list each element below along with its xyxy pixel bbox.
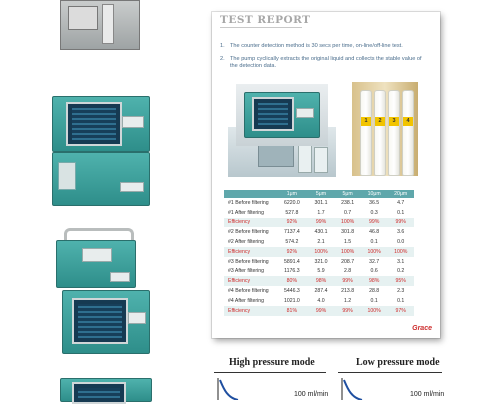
table-cell: 99% bbox=[308, 218, 335, 228]
table-cell: 4.0 bbox=[317, 297, 325, 304]
table-cell: 36.5 bbox=[369, 199, 380, 206]
table-cell: 99% bbox=[334, 306, 361, 316]
table-cell: 1.7 bbox=[317, 209, 325, 216]
table-cell: 100% bbox=[387, 247, 414, 257]
column-header bbox=[224, 190, 276, 198]
table-cell: 100% bbox=[334, 247, 361, 257]
efficiency-row bbox=[224, 306, 414, 316]
pressure-curve bbox=[344, 380, 362, 400]
column-header: 1μm bbox=[276, 190, 308, 198]
high-pressure-mode-title: High pressure mode bbox=[229, 357, 315, 368]
report-title-rule bbox=[220, 27, 302, 28]
table-cell: 321.0 bbox=[314, 258, 328, 265]
table-cell: 5.9 bbox=[317, 268, 325, 275]
table-cell: 92% bbox=[276, 247, 308, 257]
table-cell: 98% bbox=[361, 276, 388, 286]
efficiency-row bbox=[224, 276, 414, 286]
note-number: 2. bbox=[220, 56, 225, 62]
table-cell: 0.6 bbox=[370, 268, 378, 275]
table-row bbox=[224, 237, 414, 247]
low-pressure-flow-label: 100 ml/min bbox=[410, 391, 445, 398]
table-cell: 301.1 bbox=[314, 199, 328, 206]
table-cell: 100% bbox=[361, 306, 388, 316]
table-cell: 208.7 bbox=[341, 258, 355, 265]
high-pressure-rule bbox=[214, 372, 326, 373]
table-cell: 0.3 bbox=[370, 209, 378, 216]
table-cell: 0.1 bbox=[370, 239, 378, 246]
pressure-curve bbox=[220, 380, 238, 400]
product-photo-teal-unit-3 bbox=[60, 378, 150, 400]
column-header: 10μm bbox=[361, 190, 388, 198]
table-cell: 1021.0 bbox=[283, 297, 300, 304]
note-text: The counter detection method is 30 secs per time, on-line/off-line test. bbox=[230, 43, 403, 49]
table-row bbox=[224, 286, 414, 296]
table-cell: 99% bbox=[361, 218, 388, 228]
table-cell: 99% bbox=[308, 306, 335, 316]
sample-vials-photo bbox=[352, 82, 418, 176]
table-cell: 97% bbox=[387, 306, 414, 316]
table-cell: 100% bbox=[308, 247, 335, 257]
report-title: TEST REPORT bbox=[220, 14, 311, 26]
table-cell: 430.1 bbox=[314, 229, 328, 236]
table-row bbox=[224, 296, 414, 306]
product-photo-teal-unit-1 bbox=[52, 96, 148, 208]
table-cell: 0.1 bbox=[397, 297, 405, 304]
row-label: #4 After filtering bbox=[228, 297, 265, 304]
column-header: 5μm bbox=[308, 190, 335, 198]
table-cell: 28.8 bbox=[369, 288, 380, 295]
high-pressure-flow-label: 100 ml/min bbox=[294, 391, 329, 398]
row-label: Efficiency bbox=[224, 306, 276, 316]
row-label: #2 After filtering bbox=[228, 239, 265, 246]
vial-number-badge: 2 bbox=[375, 117, 385, 126]
product-photo-grey-unit bbox=[60, 0, 138, 50]
filtering-results-table bbox=[224, 190, 414, 316]
column-header: 20μm bbox=[387, 190, 414, 198]
vial-number-badge: 4 bbox=[403, 117, 413, 126]
table-cell: 81% bbox=[276, 306, 308, 316]
table-cell: 98% bbox=[308, 276, 335, 286]
table-cell: 2.8 bbox=[343, 268, 352, 275]
table-cell: 574.2 bbox=[285, 239, 299, 246]
table-cell: 527.8 bbox=[285, 209, 299, 216]
table-cell: 95% bbox=[387, 276, 414, 286]
product-photo-teal-unit-2 bbox=[56, 228, 148, 356]
table-cell: 92% bbox=[276, 218, 308, 228]
table-cell: 32.7 bbox=[369, 258, 380, 265]
table-cell: 3.6 bbox=[397, 229, 405, 236]
test-report-panel bbox=[212, 12, 440, 338]
vial bbox=[402, 90, 414, 176]
table-cell: 100% bbox=[334, 218, 361, 228]
table-cell: 5446.3 bbox=[283, 288, 300, 295]
row-label: Efficiency bbox=[224, 247, 276, 257]
table-cell: 7137.4 bbox=[283, 229, 300, 236]
table-row bbox=[224, 198, 414, 208]
row-label: #1 After filtering bbox=[228, 209, 265, 216]
table-header-row bbox=[224, 190, 414, 198]
row-label: #1 Before filtering bbox=[228, 199, 269, 206]
table-cell: 301.8 bbox=[341, 229, 355, 236]
note-number: 1. bbox=[220, 43, 225, 49]
table-cell: 1.5 bbox=[343, 239, 352, 246]
row-label: #4 Before filtering bbox=[228, 288, 269, 295]
note-text: The pump cyclically extracts the original liquid and collects the stable value of the detection data. bbox=[230, 56, 422, 69]
table-cell: 0.1 bbox=[370, 297, 378, 304]
table-row bbox=[224, 257, 414, 267]
row-label: Efficiency bbox=[224, 276, 276, 286]
row-label: Efficiency bbox=[224, 218, 276, 228]
table-cell: 5891.4 bbox=[283, 258, 300, 265]
vial-number-badge: 1 bbox=[361, 117, 371, 126]
table-cell: 3.1 bbox=[397, 258, 405, 265]
table-cell: 46.8 bbox=[369, 229, 380, 236]
table-cell: 6220.0 bbox=[283, 199, 300, 206]
row-label: #3 After filtering bbox=[228, 268, 265, 275]
table-cell: 238.1 bbox=[341, 199, 355, 206]
brand-logo: Grace bbox=[412, 325, 432, 332]
low-pressure-rule bbox=[338, 372, 442, 373]
column-header: 5μm bbox=[334, 190, 361, 198]
vial bbox=[360, 90, 372, 176]
table-cell: 0.7 bbox=[343, 209, 352, 216]
table-cell: 100% bbox=[361, 247, 388, 257]
table-cell: 0.0 bbox=[397, 239, 405, 246]
vial-number-badge: 3 bbox=[389, 117, 399, 126]
table-cell: 0.2 bbox=[397, 268, 405, 275]
row-label: #2 Before filtering bbox=[228, 229, 269, 236]
table-cell: 1.2 bbox=[343, 297, 352, 304]
report-note-2 bbox=[220, 56, 430, 70]
table-cell: 2.1 bbox=[317, 239, 325, 246]
table-cell: 0.1 bbox=[397, 209, 405, 216]
efficiency-row bbox=[224, 247, 414, 257]
table-cell: 213.8 bbox=[341, 288, 355, 295]
report-device-photo bbox=[236, 84, 328, 146]
table-cell: 80% bbox=[276, 276, 308, 286]
table-cell: 99% bbox=[334, 276, 361, 286]
table-row bbox=[224, 227, 414, 237]
report-note-1 bbox=[220, 43, 430, 50]
table-cell: 99% bbox=[387, 218, 414, 228]
table-cell: 4.7 bbox=[397, 199, 405, 206]
row-label: #3 Before filtering bbox=[228, 258, 269, 265]
table-cell: 287.4 bbox=[314, 288, 328, 295]
table-row bbox=[224, 208, 414, 218]
table-row bbox=[224, 267, 414, 277]
table-cell: 2.3 bbox=[397, 288, 405, 295]
table-cell: 1176.3 bbox=[284, 268, 300, 275]
efficiency-row bbox=[224, 218, 414, 228]
table-body bbox=[224, 198, 414, 316]
vial bbox=[374, 90, 386, 176]
low-pressure-mode-title: Low pressure mode bbox=[356, 357, 440, 368]
vial bbox=[388, 90, 400, 176]
